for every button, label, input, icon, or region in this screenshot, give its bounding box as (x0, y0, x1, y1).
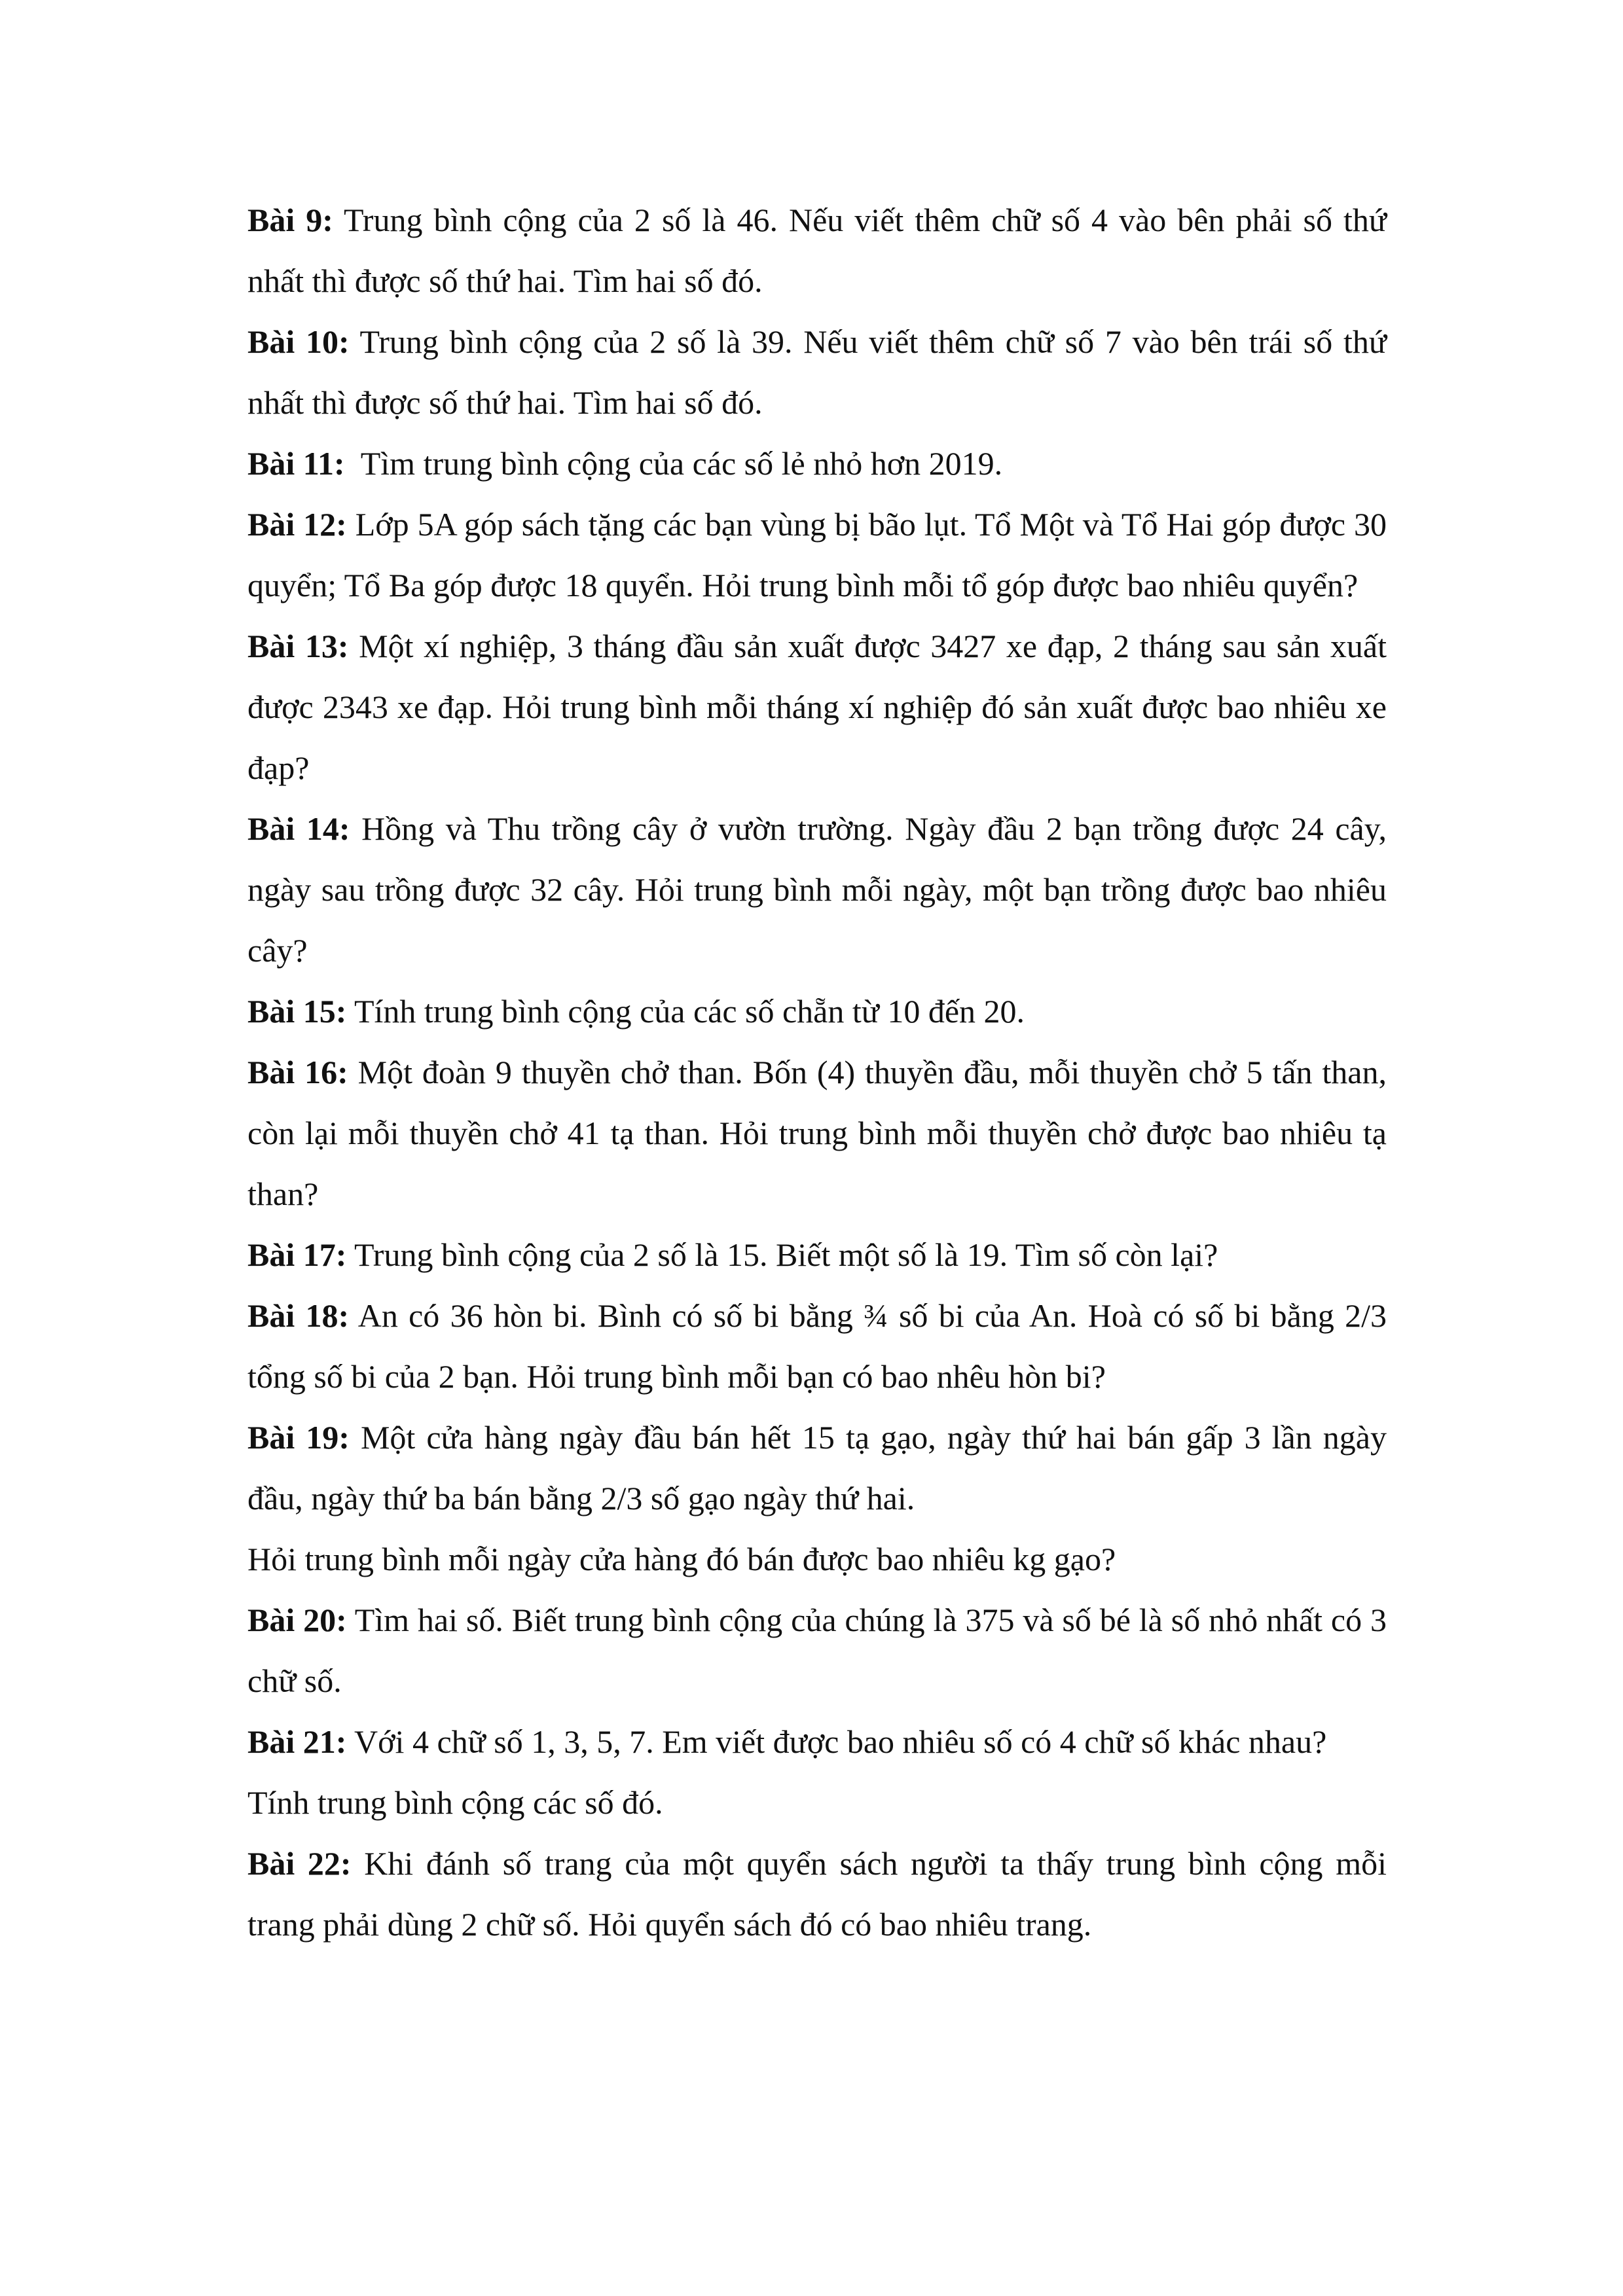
problem-text: Tính trung bình cộng của các số chẵn từ 10 đến 20. (346, 993, 1025, 1030)
problem-11 (247, 433, 1387, 494)
problem-text: Trung bình cộng của 2 số là 46. Nếu viết thêm chữ số 4 vào bên phải số thứ nhất thì được số thứ hai. Tìm hai số đó. (247, 202, 1387, 299)
problem-21 (247, 1712, 1387, 1772)
problem-text: Khi đánh số trang của một quyển sách người ta thấy trung bình cộng mỗi trang phải dùng 2 chữ số. Hỏi quyển sách đó có bao nhiêu trang. (247, 1845, 1387, 1943)
problem-22 (247, 1833, 1387, 1955)
problem-text: Trung bình cộng của 2 số là 15. Biết một số là 19. Tìm số còn lại? (346, 1236, 1218, 1273)
problem-text: Một đoàn 9 thuyền chở than. Bốn (4) thuyền đầu, mỗi thuyền chở 5 tấn than, còn lại mỗi thuyền chở 41 tạ than. Hỏi trung bình mỗi thuyền chở được bao nhiêu tạ than? (247, 1054, 1387, 1212)
problem-14 (247, 798, 1387, 981)
problem-16 (247, 1042, 1387, 1225)
problem-10 (247, 312, 1387, 433)
problem-text: Tìm trung bình cộng của các số lẻ nhỏ hơn 2019. (344, 445, 1003, 482)
problem-label: Bài 10: (247, 323, 350, 360)
document-page (247, 190, 1387, 1955)
problem-text: Tính trung bình cộng các số đó. (247, 1784, 663, 1821)
problem-label: Bài 12: (247, 506, 347, 543)
problem-18 (247, 1285, 1387, 1407)
problem-13 (247, 616, 1387, 798)
problem-text: Một cửa hàng ngày đầu bán hết 15 tạ gạo, ngày thứ hai bán gấp 3 lần ngày đầu, ngày thứ ba bán bằng 2/3 số gạo ngày thứ hai. (247, 1419, 1387, 1516)
problem-label: Bài 9: (247, 202, 333, 238)
problem-label: Bài 17: (247, 1236, 347, 1273)
problem-label: Bài 21: (247, 1723, 347, 1760)
problem-label: Bài 16: (247, 1054, 348, 1090)
problem-label: Bài 22: (247, 1845, 352, 1882)
problem-text: Với 4 chữ số 1, 3, 5, 7. Em viết được bao nhiêu số có 4 chữ số khác nhau? (346, 1723, 1327, 1760)
problem-text: Trung bình cộng của 2 số là 39. Nếu viết thêm chữ số 7 vào bên trái số thứ nhất thì được số thứ hai. Tìm hai số đó. (247, 323, 1387, 421)
problem-15 (247, 981, 1387, 1042)
problem-text: An có 36 hòn bi. Bình có số bi bằng ¾ số bi của An. Hoà có số bi bằng 2/3 tổng số bi của 2 bạn. Hỏi trung bình mỗi bạn có bao nhêu hòn bi? (247, 1297, 1387, 1395)
problem-label: Bài 18: (247, 1297, 350, 1334)
problem-label: Bài 15: (247, 993, 347, 1030)
problem-text: Lớp 5A góp sách tặng các bạn vùng bị bão lụt. Tổ Một và Tổ Hai góp được 30 quyển; Tổ Ba góp được 18 quyển. Hỏi trung bình mỗi tổ góp được bao nhiêu quyển? (247, 506, 1387, 603)
problem-21-question (247, 1772, 1387, 1833)
problem-text: Một xí nghiệp, 3 tháng đầu sản xuất được 3427 xe đạp, 2 tháng sau sản xuất được 2343 xe đạp. Hỏi trung bình mỗi tháng xí nghiệp đó sản xuất được bao nhiêu xe đạp? (247, 628, 1387, 786)
problem-text: Tìm hai số. Biết trung bình cộng của chúng là 375 và số bé là số nhỏ nhất có 3 chữ số. (247, 1602, 1387, 1699)
problem-12 (247, 494, 1387, 616)
problem-text: Hồng và Thu trồng cây ở vườn trường. Ngày đầu 2 bạn trồng được 24 cây, ngày sau trồng được 32 cây. Hỏi trung bình mỗi ngày, một bạn trồng được bao nhiêu cây? (247, 810, 1387, 969)
problem-19 (247, 1407, 1387, 1529)
problem-9 (247, 190, 1387, 312)
problem-label: Bài 19: (247, 1419, 350, 1456)
problem-20 (247, 1590, 1387, 1712)
problem-19-question (247, 1529, 1387, 1590)
problem-label: Bài 14: (247, 810, 350, 847)
problem-label: Bài 11: (247, 445, 345, 482)
problem-17 (247, 1225, 1387, 1285)
problem-label: Bài 13: (247, 628, 349, 664)
problem-label: Bài 20: (247, 1602, 347, 1638)
problem-text: Hỏi trung bình mỗi ngày cửa hàng đó bán được bao nhiêu kg gạo? (247, 1541, 1116, 1577)
